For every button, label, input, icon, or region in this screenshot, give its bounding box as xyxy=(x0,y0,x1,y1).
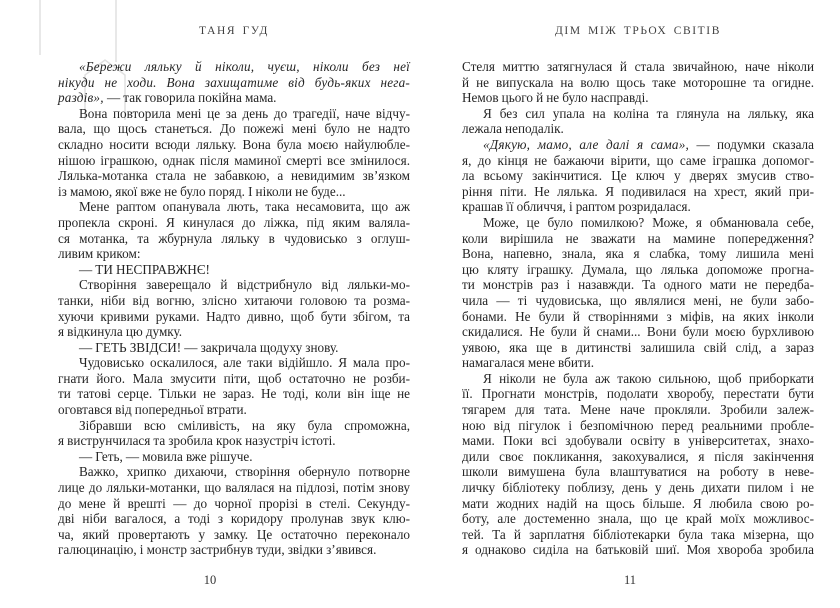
text-segment: галюцинацію, і монстр застрибнув туди, звідки з’явився. xyxy=(58,542,377,558)
text-line xyxy=(462,371,814,387)
text-segment: я, до кінця не бажаючи вірити, що саме іграшка допомог- xyxy=(462,152,814,168)
text-segment: чила — ті чудовиська, що являлися мені, не були забо- xyxy=(462,292,814,308)
text-line xyxy=(462,340,814,356)
text-segment: Чудовисько оскалилося, але таки відійшло. Я мала про- xyxy=(79,355,410,371)
text-segment: гнати його. Мала змусити піти, щоб остаточно не розби- xyxy=(58,370,410,386)
text-line xyxy=(462,449,814,465)
text-line xyxy=(462,90,814,106)
text-line xyxy=(58,293,410,309)
text-segment: Зібравши всю сміливість, на яку була спроможна, xyxy=(79,417,410,433)
text-segment: крашав її обличчя, і раптом розридалася. xyxy=(462,199,691,215)
text-segment: й не випускала на волю щось таке моторошне та огидне. xyxy=(462,74,814,90)
text-segment: лежала неподалік. xyxy=(462,121,564,137)
text-segment: Лялька-мотанка стала не забавкою, а невидимим зв’язком xyxy=(58,168,410,184)
text-segment: Я без сил упала на коліна та глянула на ляльку, яка xyxy=(483,105,814,121)
text-line xyxy=(462,433,814,449)
text-line xyxy=(462,106,814,122)
italic-text-segment: «Бережи ляльку й ніколи, чуєш, ніколи без неї xyxy=(79,59,410,74)
text-line xyxy=(462,511,814,527)
text-line xyxy=(58,59,410,75)
text-segment: оговтався від попередньої втрати. xyxy=(58,402,247,418)
text-line xyxy=(58,355,410,371)
text-line xyxy=(462,418,814,434)
page-number-left: 10 xyxy=(203,573,217,587)
text-line xyxy=(462,199,814,215)
text-line xyxy=(462,464,814,480)
text-segment: — так говорила покійна мама. xyxy=(107,90,277,106)
text-segment: я відкинула цю думку. xyxy=(58,324,183,340)
text-line xyxy=(58,309,410,325)
text-line xyxy=(58,496,410,512)
text-segment: вала, що щось станеться. До пожежі мені було не надто xyxy=(58,121,410,137)
text-line xyxy=(462,184,814,200)
page-number-right: 11 xyxy=(623,573,637,587)
text-line xyxy=(462,75,814,91)
text-line xyxy=(462,542,814,558)
text-line xyxy=(462,324,814,340)
text-segment: — ТИ НЕСПРАВЖНЄ! xyxy=(79,261,210,277)
text-segment: нішою іграшкою, однак після маминої смерті все змінилося. xyxy=(58,152,410,168)
text-line xyxy=(462,121,814,137)
text-segment: я однаково сиділа на батьковій шиї. Моя хвороба зробила xyxy=(462,542,814,558)
italic-text-segment: раздів», xyxy=(58,90,108,106)
text-line xyxy=(58,75,410,91)
text-segment: ти татові серце. Тільки не зараз. Не тоді, коли він іще не xyxy=(58,386,410,402)
running-header-author: ТАНЯ ГУД xyxy=(199,25,269,37)
text-line xyxy=(58,464,410,480)
text-segment: личку бібліотеку поблизу, день у день дихати пилом і не xyxy=(462,480,814,496)
text-segment: ла всьому закінчитися. Це ключ у дверях змусив ство- xyxy=(462,168,814,184)
text-segment: тягарем для тата. Мене наче прокляли. Зробили залеж- xyxy=(462,402,814,418)
text-line xyxy=(58,137,410,153)
text-line xyxy=(58,433,410,449)
text-line xyxy=(462,231,814,247)
text-line xyxy=(58,246,410,262)
text-line xyxy=(58,168,410,184)
text-line xyxy=(58,542,410,558)
left-page xyxy=(58,0,410,608)
text-line xyxy=(462,527,814,543)
text-line xyxy=(58,371,410,387)
text-segment: хуючи кривими руками. Надто дивно, щоб бути збігом, та xyxy=(58,308,410,324)
text-segment: Мене раптом опанувала лють, така несамовита, що аж xyxy=(79,199,410,215)
text-line xyxy=(462,402,814,418)
text-segment: Вона, напевно, знала, яка я слабка, тому лишила мені xyxy=(462,246,814,262)
text-segment: дили своє покликання, закохувалися, я після закінчення xyxy=(462,448,814,464)
text-line xyxy=(58,418,410,434)
italic-text-segment: нікуди не ходи. Вона захищатиме від будь-яких нега- xyxy=(58,74,410,90)
text-segment: до мене й врешті — до чорної прорізі в стелі. Секунду- xyxy=(58,495,410,511)
text-segment: Стеля миттю затягнулася й стала звичайною, наче ніколи xyxy=(462,59,814,74)
text-segment: ти монстрів раз і назавжди. Та одного мати не передба- xyxy=(462,277,814,293)
text-line xyxy=(58,215,410,231)
text-line xyxy=(58,184,410,200)
text-line xyxy=(462,293,814,309)
text-line xyxy=(58,511,410,527)
text-segment: Вона повторила мені це за день до трагедії, наче відчу- xyxy=(79,105,410,121)
text-segment: мати жодних надій на щось більше. Я любила свою ро- xyxy=(462,495,814,511)
text-line xyxy=(58,199,410,215)
text-segment: ча, який провертають у замку. Це остаточно переконало xyxy=(58,526,410,542)
text-line xyxy=(462,137,814,153)
text-segment: ся мотанка, та жбурнула ляльку в чудовисько з оглуш- xyxy=(58,230,410,246)
text-segment: скидалися. Не були й снами... Вони були моєю бурхливою xyxy=(462,324,814,340)
text-segment: намагалася мене вбити. xyxy=(462,355,594,371)
text-line xyxy=(58,231,410,247)
text-segment: боту, але достеменно знала, що це край моїх можливос- xyxy=(462,511,814,527)
text-segment: ливим криком: xyxy=(58,246,141,262)
text-line xyxy=(462,215,814,231)
text-segment: Може, це було помилкою? Може, я обманювала себе, xyxy=(483,214,814,230)
text-segment: її. Прогнати монстрів, подолати хворобу, перестати бути xyxy=(462,386,814,402)
text-segment: цю кляту іграшку. Думала, що лялька допоможе прогна- xyxy=(462,261,814,277)
text-segment: бонами. Не були й створіннями з міфів, на яких інколи xyxy=(462,308,814,324)
text-line xyxy=(58,121,410,137)
text-segment: Важко, хрипко дихаючи, створіння обернуло потворне xyxy=(79,464,410,480)
text-segment: школи вимушена була влаштуватися на роботу в неве- xyxy=(462,464,814,480)
text-segment: уявою, яка ще в дитинстві залишила свій слід, а зараз xyxy=(462,339,814,355)
text-segment: пропекла скроні. Я кинулася до ліжка, під яким валяла- xyxy=(58,214,410,230)
text-line xyxy=(58,153,410,169)
text-segment: Я ніколи не була аж такою сильною, щоб приборкати xyxy=(483,370,814,386)
text-line xyxy=(58,527,410,543)
text-segment: танки, ніби від вогню, злісно хитаючи головою та розма- xyxy=(58,292,410,308)
text-segment: ріння піти. Не лялька. Я подивилася на хрест, який при- xyxy=(462,183,814,199)
text-segment: дві ніби вагалося, а тоді з коридору пролунав звук клю- xyxy=(58,511,410,527)
text-line xyxy=(462,262,814,278)
text-line xyxy=(462,309,814,325)
text-line xyxy=(58,340,410,356)
text-line xyxy=(58,386,410,402)
text-segment: я виструнчилася та зробила крок назустріч істоті. xyxy=(58,433,336,449)
text-segment: ною від пігулок і безпомічною перед реальними пробле- xyxy=(462,417,814,433)
text-segment: із мамою, якої вже не було поряд. І ніколи не буде... xyxy=(58,183,346,199)
text-line xyxy=(462,246,814,262)
text-segment: коли вирішила не зважати на мамине попередження? xyxy=(462,230,814,246)
text-line xyxy=(462,277,814,293)
right-page-text xyxy=(462,59,814,558)
text-segment: Немов цього й не було насправді. xyxy=(462,90,649,106)
text-segment: — подумки сказала xyxy=(696,136,814,152)
running-header-title: ДІМ МІЖ ТРЬОХ СВІТІВ xyxy=(554,25,722,37)
text-line xyxy=(58,90,410,106)
text-line xyxy=(462,386,814,402)
text-line xyxy=(58,480,410,496)
italic-text-segment: «Дякую, мамо, але далі я сама», xyxy=(483,136,697,152)
text-segment: — ГЕТЬ ЗВІДСИ! — закричала щодуху знову. xyxy=(79,339,339,355)
text-line xyxy=(462,59,814,75)
text-line xyxy=(462,480,814,496)
text-line xyxy=(58,106,410,122)
text-segment: складно носити всюди ляльку. Вона була моєю найулюбле- xyxy=(58,136,410,152)
text-line xyxy=(58,449,410,465)
text-segment: лице до ляльки-мотанки, що валялася на підлозі, потім знову xyxy=(58,480,410,496)
text-line xyxy=(58,402,410,418)
text-line xyxy=(462,355,814,371)
left-page-text xyxy=(58,59,410,558)
text-segment: — Геть, — мовила вже рішуче. xyxy=(79,448,253,464)
right-page xyxy=(462,0,814,608)
text-line xyxy=(58,277,410,293)
text-segment: тей. Та й зарплатня бібліотекарки була така мізерна, що xyxy=(462,526,814,542)
text-line xyxy=(58,324,410,340)
text-line xyxy=(462,168,814,184)
text-line xyxy=(58,262,410,278)
text-segment: мами. Поки всі здобували освіту в університетах, знахо- xyxy=(462,433,814,449)
text-line xyxy=(462,153,814,169)
text-line xyxy=(462,496,814,512)
text-segment: Створіння заверещало й відстрибнуло від ляльки-мо- xyxy=(79,277,410,293)
